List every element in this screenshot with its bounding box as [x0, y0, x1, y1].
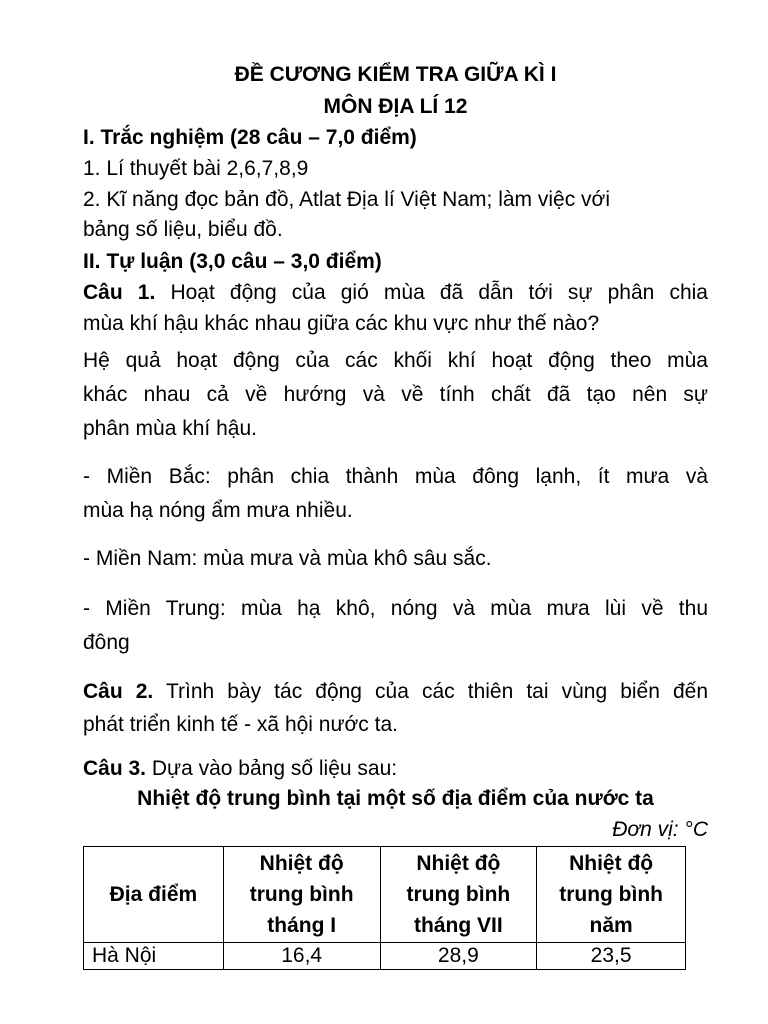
q1-text: Hoạt động của gió mùa đã dẫn tới sự phân chia	[155, 281, 708, 304]
q1-central-line2: đông	[83, 631, 130, 654]
q1-question-line2: mùa khí hậu khác nhau giữa các khu vực như thế nào?	[83, 312, 600, 335]
header-jul: Nhiệt độ trung bình tháng VII	[380, 847, 537, 943]
q1-answer-line1: Hệ quả hoạt động của các khối khí hoạt động theo mùa	[83, 349, 708, 372]
q2-question-line2: phát triển kinh tế - xã hội nước ta.	[83, 713, 398, 736]
q3-question	[83, 756, 708, 782]
q3-label: Câu 3.	[83, 757, 147, 780]
header-place: Địa điểm	[84, 847, 224, 943]
header-year: Nhiệt độ trung bình năm	[537, 847, 686, 943]
section1-item1: 1. Lí thuyết bài 2,6,7,8,9	[83, 157, 309, 180]
q2-label: Câu 2.	[83, 680, 154, 703]
document-subtitle: MÔN ĐỊA LÍ 12	[323, 95, 468, 118]
cell-place: Hà Nội	[84, 943, 224, 970]
q1-label: Câu 1.	[83, 281, 156, 304]
q1-south: - Miền Nam: mùa mưa và mùa khô sâu sắc.	[83, 547, 492, 570]
cell-year: 23,5	[537, 943, 686, 970]
section1-item2-line1: 2. Kĩ năng đọc bản đồ, Atlat Địa lí Việt Nam; làm việc với	[83, 188, 610, 211]
q1-central-line1: - Miền Trung: mùa hạ khô, nóng và mùa mưa lùi về thu	[83, 597, 708, 620]
table-title: Nhiệt độ trung bình tại một số địa điểm của nước ta	[137, 787, 654, 810]
q2-text: Trình bày tác động của các thiên tai vùng biển đến	[153, 680, 708, 703]
document-title: ĐỀ CƯƠNG KIỂM TRA GIỮA KÌ I	[234, 63, 557, 86]
table-row	[84, 943, 686, 970]
q1-answer-line3: phân mùa khí hậu.	[83, 417, 257, 440]
section1-heading: I. Trắc nghiệm (28 câu – 7,0 điểm)	[83, 126, 417, 149]
temperature-table	[83, 846, 686, 970]
cell-jul: 28,9	[380, 943, 537, 970]
q1-north-line2: mùa hạ nóng ẩm mưa nhiều.	[83, 499, 353, 522]
section2-heading: II. Tự luận (3,0 câu – 3,0 điểm)	[83, 250, 382, 273]
section1-item2-line2: bảng số liệu, biểu đồ.	[83, 218, 283, 241]
q2-question-line1	[83, 679, 708, 705]
header-jan: Nhiệt độ trung bình tháng I	[223, 847, 380, 943]
q1-north-line1: - Miền Bắc: phân chia thành mùa đông lạnh, ít mưa và	[83, 465, 708, 488]
cell-jan: 16,4	[223, 943, 380, 970]
q1-answer-line2: khác nhau cả về hướng và về tính chất đã tạo nên sự	[83, 383, 708, 406]
q1-question-line1	[83, 280, 708, 306]
table-unit: Đơn vị: °C	[612, 818, 708, 841]
table-header-row	[84, 847, 686, 943]
q3-text: Dựa vào bảng số liệu sau:	[146, 757, 398, 780]
